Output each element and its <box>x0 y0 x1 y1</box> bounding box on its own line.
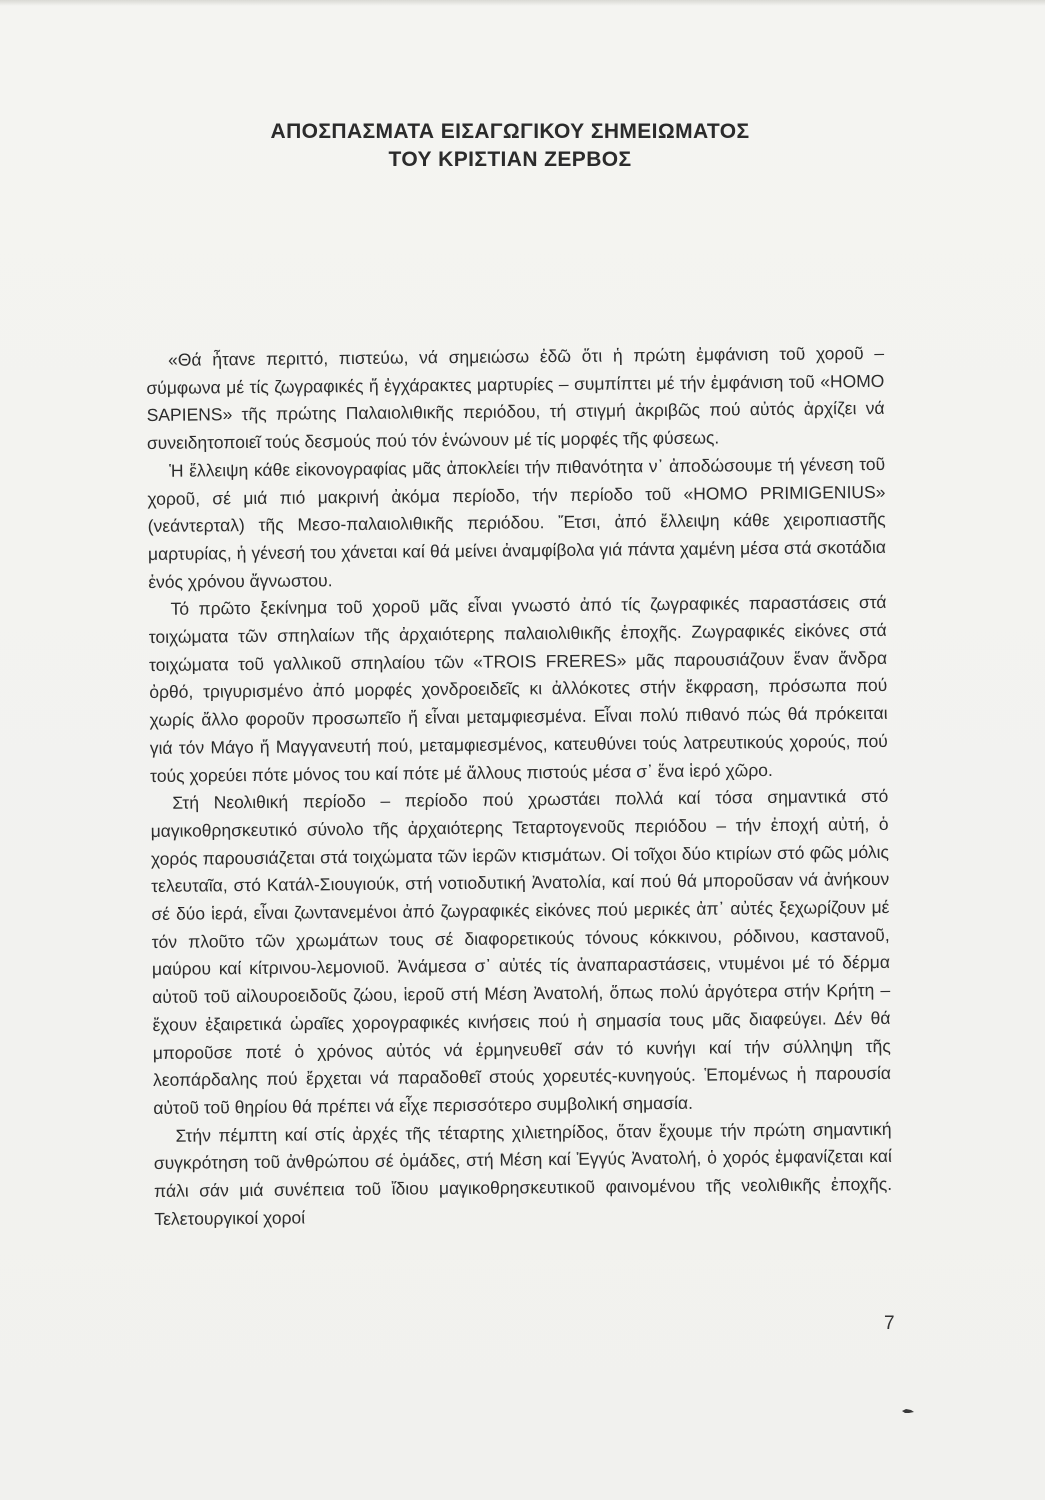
body-text <box>146 340 892 1234</box>
title-line-1: ΑΠΟΣΠΑΣΜΑΤΑ ΕΙΣΑΓΩΓΙΚΟΥ ΣΗΜΕΙΩΜΑΤΟΣ <box>270 120 750 143</box>
ink-speck-icon <box>902 1408 914 1414</box>
paragraph-5: Στήν πέμπτη καί στίς ἀρχές τῆς τέταρτης χιλιετηρίδος, ὅταν ἔχουμε τήν πρώτη σημαντική συγκρότηση τοῦ ἀνθρώπου σέ ὁμάδες, στή Μέση καί Ἐγγύς Ἀνατολή, ὁ χορός ἐμφανίζεται καί πάλι σάν μιά συνέπεια τοῦ ἴδιου μαγικοθρησκευτικοῦ φαινομένου τῆς νεολιθικῆς ἐποχῆς. Τελετουργικοί χοροί <box>153 1118 893 1229</box>
paragraph-3: Τό πρῶτο ξεκίνημα τοῦ χοροῦ μᾶς εἶναι γνωστό ἀπό τίς ζωγραφικές παραστάσεις στά τοιχώματα τῶν σπηλαίων τῆς ἀρχαιότερης παλαιολιθικῆς ἐποχῆς. Ζωγραφικές εἰκόνες στά τοιχώματα τοῦ γαλλικοῦ σπηλαίου τῶν «TROIS FRERES» μᾶς παρουσιάζουν ἕναν ἄνδρα ὀρθό, τριγυρισμένο ἀπό μορφές χονδροειδεῖς κι ἀλλόκοτες στήν ἔκφραση, πρόσωπα πού χωρίς ἄλλο φοροῦν προσωπεῖο ἤ εἶναι μεταμφιεσμένα. Εἶναι πολύ πιθανό πώς θά πρόκειται γιά τόν Μάγο ἤ Μαγγανευτή πού, μεταμφιεσμένος, κατευθύνει τούς λατρευτικούς χορούς, πού τούς χορεύει πότε μόνος του καί πότε μέ ἄλλους πιστούς μέσα σ᾽ ἕνα ἱερό χῶρο. <box>148 592 888 786</box>
title-line-2: ΤΟΥ ΚΡΙΣΤΙΑΝ ΖΕΡΒΟΣ <box>388 148 632 171</box>
page-number: 7 <box>884 1313 895 1334</box>
page-edge-shadow <box>0 0 1045 6</box>
paragraph-2: Ἡ ἔλλειψη κάθε εἰκονογραφίας μᾶς ἀποκλείει τήν πιθανότητα ν᾽ ἀποδώσουμε τή γένεση τοῦ χοροῦ, σέ μιά πιό μακρινή ἀκόμα περίοδο, τήν περίοδο τοῦ «HOMO PRIMIGENIUS» (νεάντερταλ) τῆς Μεσο-παλαιολιθικῆς περιόδου. Ἔτσι, ἀπό ἔλλειψη κάθε χειροπιαστῆς μαρτυρίας, ἡ γένεσή του χάνεται καί θά μείνει ἀναμφίβολα γιά πάντα χαμένη μέσα στά σκοτάδια ἑνός χρόνου ἄγνωστου. <box>147 453 887 592</box>
paragraph-1: «Θά ἦτανε περιττό, πιστεύω, νά σημειώσω ἐδῶ ὅτι ἡ πρώτη ἐμφάνιση τοῦ χοροῦ – σύμφωνα μέ τίς ζωγραφικές ἤ ἐγχάρακτες μαρτυρίες – συμπίπτει μέ τήν ἐμφάνιση τοῦ «HOMO SAPIENS» τῆς πρώτης Παλαιολιθικῆς περιόδου, τή στιγμή ἀκριβῶς πού αὐτός ἀρχίζει νά συνειδητοποιεῖ τούς δεσμούς πού τόν ἑνώνουν μέ τίς μορφές τῆς φύσεως. <box>146 342 885 454</box>
paragraph-4: Στή Νεολιθική περίοδο – περίοδο πού χρωστάει πολλά καί τόσα σημαντικά στό μαγικοθρησκευτικό σύνολο τῆς ἀρχαιότερης Τεταρτογενοῦς περιόδου – τήν ἐποχή αὐτή, ὁ χορός παρουσιάζεται στά τοιχώματα τῶν ἱερῶν κτισμάτων. Οἱ τοῖχοι δύο κτιρίων στό φῶς μόλις τελευταῖα, στό Κατάλ-Σιουγιούκ, στή νοτιοδυτική Ἀνατολία, καί πού θά μποροῦσαν νά ἀνήκουν σέ δύο ἱερά, εἶναι ζωντανεμένοι ἀπό ζωγραφικές εἰκόνες πού μερικές ἀπ᾽ αὐτές ξεχωρίζουν μέ τόν πλοῦτο τῶν χρωμάτων τους σέ διαφορετικούς τόνους κόκκινου, ρόδινου, καστανοῦ, μαύρου καί κίτρινου-λεμονιοῦ. Ἀνάμεσα σ᾽ αὐτές τίς ἀναπαραστάσεις, ντυμένοι μέ τό δέρμα αὐτοῦ τοῦ αἰλουροειδοῦς ζώου, ἱεροῦ στή Μέση Ἀνατολή, ὅπως πολύ ἀργότερα στήν Κρήτη – ἔχουν ἐξαιρετικά ὡραῖες χορογραφικές κινήσεις πού ἡ σημασία τους μᾶς διαφεύγει. Δέν θά μποροῦσε ποτέ ὁ χρόνος αὐτός νά ἑρμηνευθεῖ σάν τό κυνήγι καί τήν σύλληψη τῆς λεοπάρδαλης πού ἔρχεται νά παραδοθεῖ στούς χορευτές-κυνηγούς. Ἑπομένως ἡ παρουσία αὐτοῦ τοῦ θηρίου θά πρέπει νά εἶχε περισσότερο συμβολική σημασία. <box>150 786 892 1118</box>
